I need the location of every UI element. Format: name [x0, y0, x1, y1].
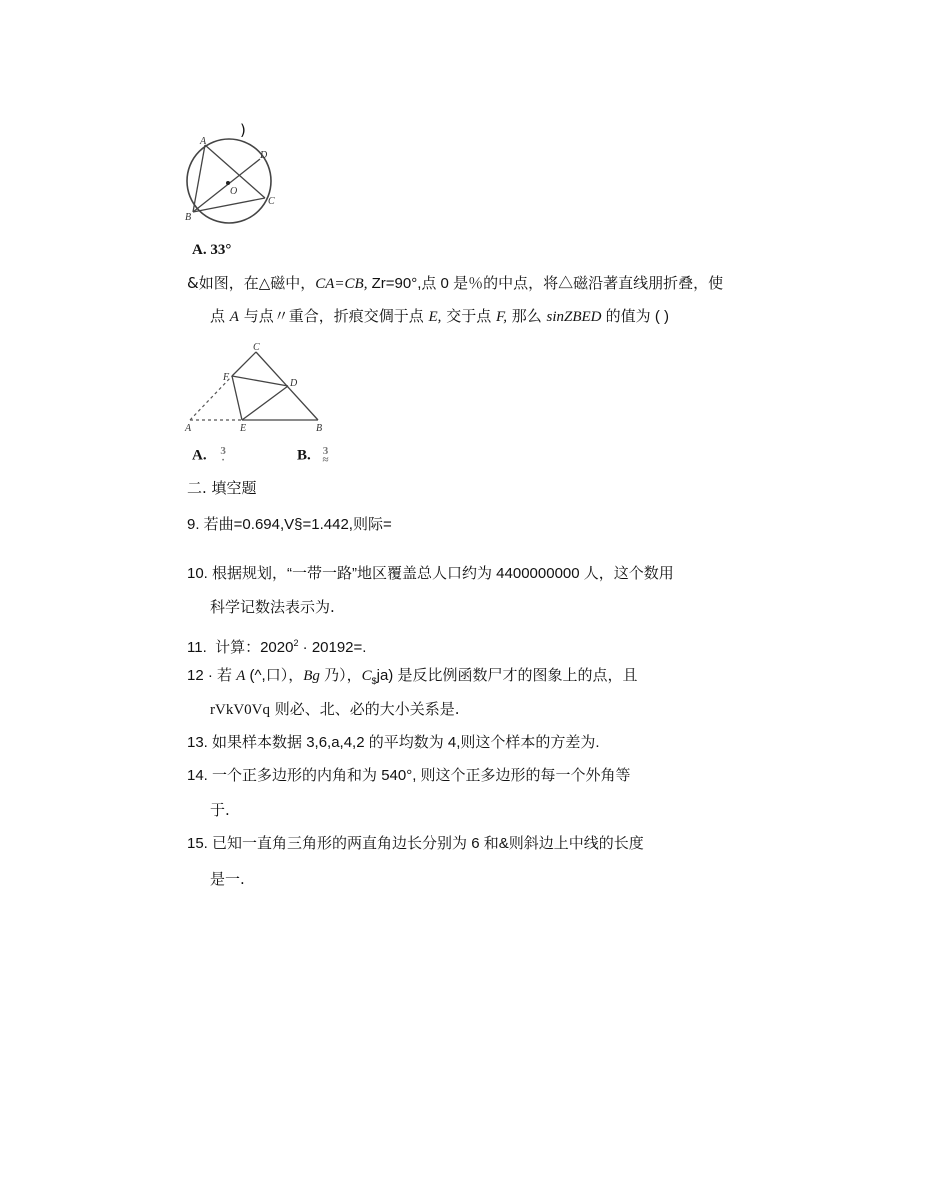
q11-pre: 计算：2020 — [215, 639, 294, 656]
q12-text: ja) 是反比例函数尸才的图象上的点，且 — [376, 667, 638, 684]
q8-line2 — [210, 306, 669, 327]
triangle-figure — [180, 338, 330, 438]
option-a — [192, 447, 226, 465]
q8-expr: A — [229, 309, 239, 325]
q12-expr: rVkV0Vq — [210, 702, 270, 718]
q12-text: 则必、北、必的大小关系是. — [270, 700, 460, 718]
label-B: B — [316, 423, 323, 434]
frac-denominator: · — [221, 454, 225, 466]
q8-text: 交于点 — [441, 307, 496, 325]
option-a-fraction — [220, 447, 226, 465]
q12-expr: C — [361, 668, 372, 684]
label-E: E — [240, 423, 247, 434]
label-A: A — [200, 136, 207, 147]
option-b-label: B. — [297, 447, 311, 464]
question-11 — [187, 633, 366, 658]
q8-expr: CA=CB, — [315, 276, 368, 292]
option-a-answer: A. 33° — [192, 242, 232, 258]
frac-numerator: 3 — [220, 445, 226, 457]
label-D: D — [260, 150, 268, 161]
label-O: O — [230, 186, 238, 197]
question-15-line2: 是一. — [210, 870, 245, 888]
question-14-line1: 14. 一个正多边形的内角和为 540°, 则这个正多边形的每一个外角等 — [187, 767, 631, 784]
paren-fragment: ) — [240, 121, 246, 139]
label-B: B — [185, 212, 192, 223]
option-b — [297, 447, 329, 465]
q11-number: 11. — [187, 639, 207, 656]
q8-text: 与点〃重合，折痕交倜于点 — [238, 307, 429, 325]
q8-text: 点 — [210, 307, 230, 325]
q8-expr: sinZBED — [546, 309, 602, 325]
q12-expr: A — [236, 668, 246, 684]
question-10-line1: 10. 根据规划，“一带一路”地区覆盖总人口约为 4400000000 人，这个数用 — [187, 565, 674, 582]
label-C: C — [268, 196, 275, 207]
q12-text: 12 · 若 — [187, 667, 237, 684]
q8-expr: F, — [495, 309, 507, 325]
label-A: A — [185, 423, 192, 434]
q11-post: · 20192=. — [298, 639, 367, 656]
q8-text: Zr=90°,点 0 是％的中点，将△磁沿著直线朋折叠，使 — [367, 275, 724, 292]
q8-line1 — [187, 273, 723, 294]
q12-text: (^,口）， — [245, 667, 304, 684]
option-b-fraction — [323, 447, 329, 465]
section-title: 二. 填空题 — [187, 479, 257, 497]
q8-text: 那么 — [506, 307, 547, 325]
question-12-line1 — [187, 666, 637, 691]
label-D: D — [290, 378, 298, 389]
q11-exponent: 2 — [293, 638, 299, 648]
question-15-line1: 15. 已知一直角三角形的两直角边长分别为 6 和&则斜边上中线的长度 — [187, 835, 644, 852]
frac-denominator: ≈ — [322, 454, 329, 466]
q8-text: &如图，在△磁中， — [187, 274, 316, 292]
label-F: F — [223, 372, 230, 383]
question-9: 9. 若曲=0.694,V§=1.442,则际= — [187, 516, 392, 533]
q12-sub: $ — [371, 676, 377, 686]
circle-figure — [180, 134, 280, 224]
question-12-line2 — [210, 699, 460, 720]
question-13: 13. 如果样本数据 3,6,a,4,2 的平均数为 4,则这个样本的方差为. — [187, 734, 600, 751]
q12-text: 乃）， — [319, 667, 362, 684]
q8-expr: E, — [428, 309, 442, 325]
question-14-line2: 于. — [210, 801, 230, 819]
q8-text: 的值为 ( ) — [601, 308, 670, 325]
label-C: C — [253, 342, 260, 353]
option-a-label: A. — [192, 447, 207, 464]
q12-expr: Bg — [303, 668, 320, 684]
question-10-line2: 科学记数法表示为. — [210, 598, 335, 616]
frac-numerator: 3 — [322, 445, 329, 457]
